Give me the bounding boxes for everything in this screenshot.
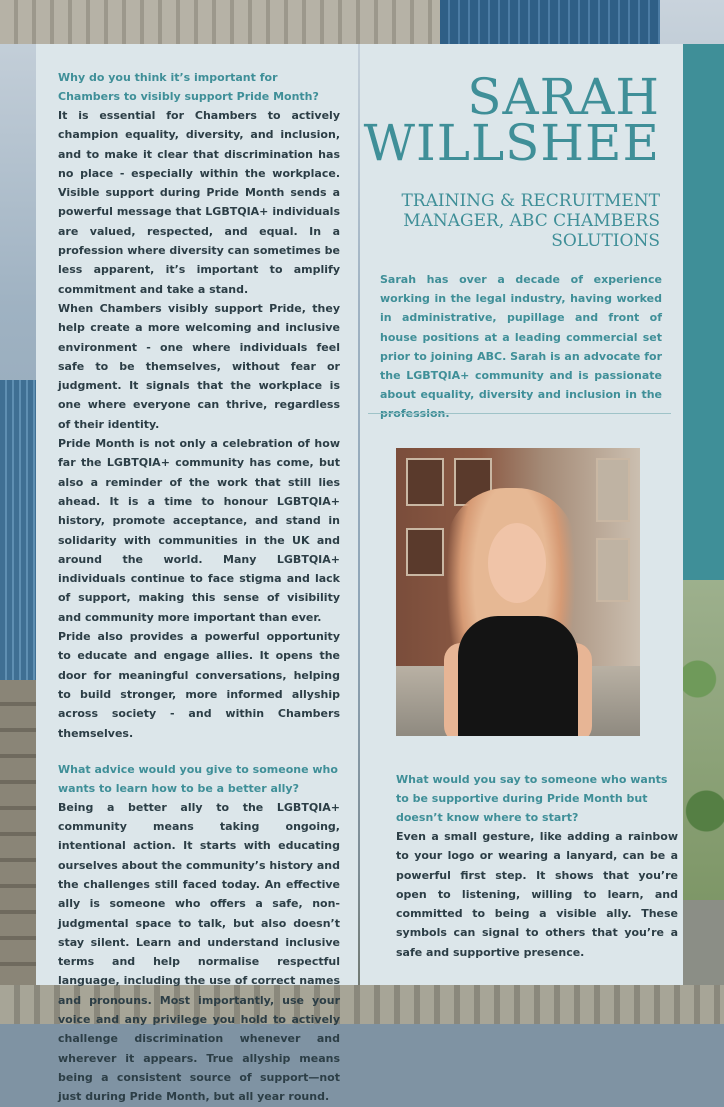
answer-paragraph: Even a small gesture, like adding a rainbow to your logo or wearing a lanyard, can be a powerful first step. It shows that you’re open to listening, willing to learn, and committed to being a visible ally. These symbols can signal to others that you’re a safe and supportive presence. xyxy=(396,830,678,959)
profile-role-line: MANAGER, ABC CHAMBERS xyxy=(403,211,660,231)
building-top-left xyxy=(0,0,440,44)
profile-role xyxy=(370,191,660,251)
section-spacer xyxy=(58,743,340,760)
answer-paragraph: Being a better ally to the LGBTQIA+ community means taking ongoing, intentional action. It starts with educating ourselves about the community’s history and the challenges still faced today. An effective ally is someone who offers a safe, non-judgmental space to talk, but also doesn’t stay silent. Learn and understand inclusive terms and help normalise respectful language, including the use of correct names and pronouns. Most importantly, use your voice and any privilege you hold to actively challenge discrimination whenever and wherever it appears. True allyship means being a consistent source of support—not just during Pride Month, but all year round. xyxy=(58,800,340,1104)
profile-bio xyxy=(380,270,662,424)
question-heading: What advice would you give to someone who wants to learn how to be a better ally? xyxy=(58,762,338,795)
divider xyxy=(368,413,671,414)
building-left-lower xyxy=(0,680,36,985)
glass-tower xyxy=(0,380,36,680)
profile-name-first: SARAH xyxy=(467,68,660,126)
right-column-panel xyxy=(360,44,683,985)
building-right-lower xyxy=(680,900,724,985)
answer-paragraph: When Chambers visibly support Pride, they help create a more welcoming and inclusive environment - one where individuals feel safe to be themselves, without fear or judgment. It signals that the workplace is one where everyone can thrive, regardless of their identity. xyxy=(58,301,340,431)
window xyxy=(406,528,444,576)
question-heading: Why do you think it’s important for Chambers to visibly support Pride Month? xyxy=(58,71,319,103)
portrait-photo xyxy=(396,448,640,736)
bio-paragraph: Sarah has over a decade of experience working in the legal industry, having worked in administrative, pupillage and front of house positions at a leading commercial set prior to joining ABC. Sarah is an advocate for the LGBTQIA+ community and is passionate about equality, diversity and inclusion in the xyxy=(380,273,662,402)
question-heading: What would you say to someone who wants to be supportive during Pride Month but doesn’t know where to start? xyxy=(396,773,668,824)
left-column-panel xyxy=(36,44,358,1104)
window xyxy=(596,458,630,522)
window xyxy=(596,538,630,602)
profile-name xyxy=(363,68,660,172)
black-top xyxy=(458,616,578,736)
profile-role-line: TRAINING & RECRUITMENT xyxy=(401,191,660,211)
left-column-content xyxy=(58,68,340,1107)
window xyxy=(406,458,444,506)
building-top-right xyxy=(440,0,660,44)
answer-paragraph: It is essential for Chambers to actively champion equality, diversity, and inclusion, and to make it clear that discrimination has no place - especially within the workplace. Visible support during Pride Month sends a powerful message that LGBTQIA+ individuals are valued, respected, and equal. In a profession where diversity can sometimes be less apparent, it’s important to amplify commitment and take a stand. xyxy=(58,109,340,296)
teal-accent-strip xyxy=(683,44,724,580)
tree-foliage xyxy=(680,580,724,910)
answer-paragraph: Pride Month is not only a celebration of how far the LGBTQIA+ community has come, but also a reminder of the work that still lies ahead. It is a time to honour LGBTQIA+ history, promote acceptance, and stand in solidarity with communities in the UK and around the world. Many LGBTQIA+ individuals continue to face stigma and lack of support, making this sense of visibility and community more important than ever. xyxy=(58,437,340,624)
profile-name-last: WILLSHEE xyxy=(363,114,660,172)
profile-role-line: SOLUTIONS xyxy=(551,231,660,251)
face xyxy=(488,523,546,603)
right-column-content xyxy=(396,770,678,962)
answer-paragraph: Pride also provides a powerful opportunity to educate and engage allies. It opens the door for meaningful conversations, helping to build stronger, more informed allyship across society - and within Chambers themselves. xyxy=(58,630,340,740)
